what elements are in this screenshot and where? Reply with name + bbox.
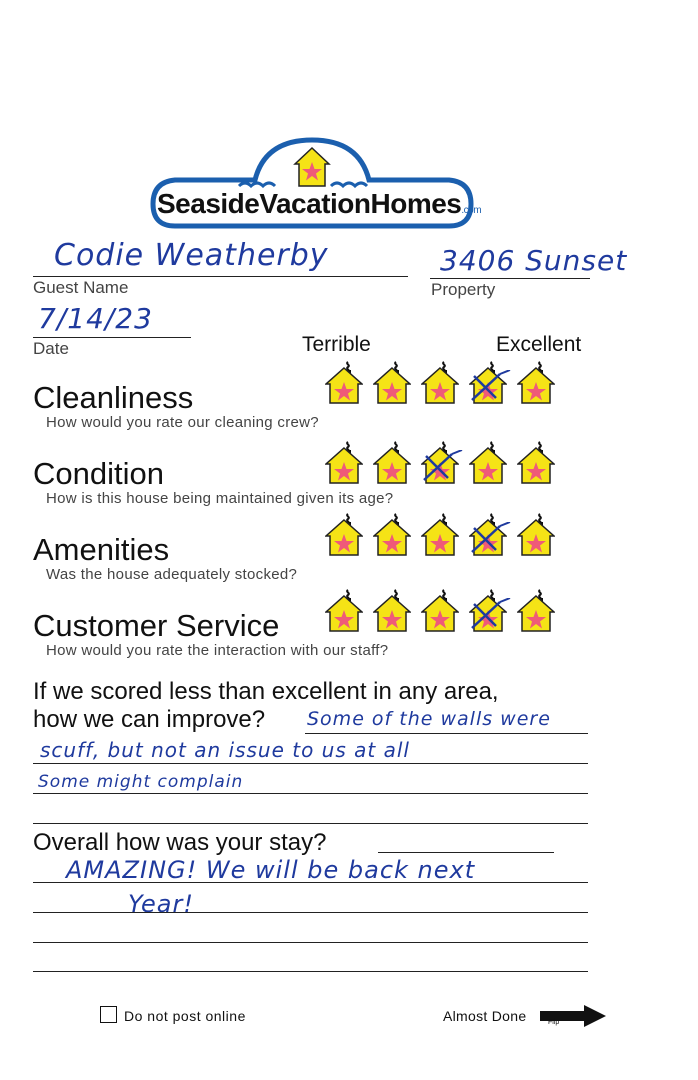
rating-house-icon[interactable]: [469, 440, 507, 484]
rating-row: [325, 360, 565, 410]
rating-house-icon[interactable]: [325, 360, 363, 404]
category-question: How would you rate our cleaning crew?: [46, 414, 319, 431]
do-not-post-checkbox[interactable]: [100, 1006, 117, 1023]
improve-answer-line1: Some of the walls were: [307, 708, 551, 730]
answer-line: [33, 942, 588, 943]
property-value: 3406 Sunset: [440, 244, 628, 277]
rating-house-icon[interactable]: [325, 440, 363, 484]
rating-house-icon[interactable]: [469, 360, 507, 404]
rating-house-icon[interactable]: [517, 360, 555, 404]
improve-answer-line2: scuff, but not an issue to us at all: [40, 738, 410, 762]
flip-label: Flip: [548, 1019, 560, 1026]
logo-suffix-text: .com: [461, 205, 482, 216]
rating-house-icon[interactable]: [421, 512, 459, 556]
property-label: Property: [431, 280, 496, 299]
rating-house-icon[interactable]: [421, 588, 459, 632]
rating-house-icon[interactable]: [421, 440, 459, 484]
scale-high-label: Excellent: [496, 333, 582, 356]
rating-house-icon[interactable]: [469, 512, 507, 556]
guest-name-line: [33, 276, 408, 277]
rating-house-icon[interactable]: [469, 588, 507, 632]
scale-low-label: Terrible: [302, 333, 371, 356]
rating-row: [325, 588, 565, 638]
overall-question: Overall how was your stay?: [33, 829, 327, 856]
rating-row: [325, 440, 565, 490]
answer-line: [33, 763, 588, 764]
improve-question-line1: If we scored less than excellent in any area,: [33, 678, 499, 705]
property-line: [430, 278, 590, 279]
almost-done-label: Almost Done: [443, 1008, 527, 1024]
answer-line: [33, 971, 588, 972]
overall-answer-line1: AMAZING! We will be back next: [66, 856, 476, 884]
category-condition: [0, 456, 698, 516]
do-not-post-label: Do not post online: [124, 1008, 246, 1024]
answer-line: [305, 733, 588, 734]
date-line: [33, 337, 191, 338]
selected-mark-icon: [466, 370, 512, 404]
answer-line: [33, 793, 588, 794]
rating-house-icon[interactable]: [517, 440, 555, 484]
category-title: Condition: [33, 456, 164, 491]
guest-name-value: Codie Weatherby: [54, 238, 329, 273]
selected-mark-icon: [466, 598, 512, 632]
answer-line: [33, 882, 588, 883]
logo-brand-text: SeasideVacationHomes: [157, 188, 462, 219]
category-title: Customer Service: [33, 608, 280, 643]
selected-mark-icon: [466, 522, 512, 556]
overall-answer-line2: Year!: [128, 890, 194, 918]
rating-house-icon[interactable]: [517, 512, 555, 556]
selected-mark-icon: [418, 450, 464, 484]
rating-house-icon[interactable]: [325, 588, 363, 632]
category-cleanliness: [0, 380, 698, 440]
category-customer-service: [0, 608, 698, 668]
answer-line: [33, 912, 588, 913]
guest-name-label: Guest Name: [33, 278, 129, 297]
logo: [145, 132, 482, 232]
date-value: 7/14/23: [38, 302, 153, 335]
answer-line: [33, 823, 588, 824]
rating-house-icon[interactable]: [325, 512, 363, 556]
category-question: How is this house being maintained given its age?: [46, 490, 394, 507]
category-question: How would you rate the interaction with our staff?: [46, 642, 389, 659]
improve-answer-line3: Some might complain: [38, 772, 244, 792]
rating-row: [325, 512, 565, 562]
rating-house-icon[interactable]: [373, 512, 411, 556]
rating-house-icon[interactable]: [517, 588, 555, 632]
category-title: Amenities: [33, 532, 170, 567]
category-question: Was the house adequately stocked?: [46, 566, 298, 583]
category-amenities: [0, 532, 698, 592]
rating-house-icon[interactable]: [373, 588, 411, 632]
rating-house-icon[interactable]: [421, 360, 459, 404]
date-label: Date: [33, 339, 69, 358]
category-title: Cleanliness: [33, 380, 194, 415]
answer-line: [378, 852, 554, 853]
improve-question-line2: how we can improve?: [33, 706, 266, 733]
rating-house-icon[interactable]: [373, 440, 411, 484]
rating-house-icon[interactable]: [373, 360, 411, 404]
